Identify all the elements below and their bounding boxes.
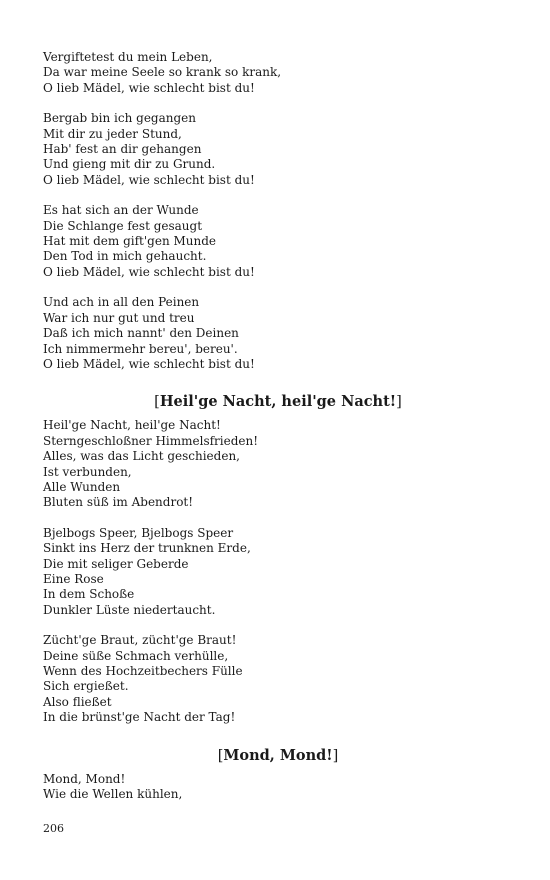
verse-line: In dem Schoße [43, 587, 135, 602]
poem-top [43, 50, 513, 372]
verse-line: Heil'ge Nacht, heil'ge Nacht! [43, 418, 221, 433]
verse-line: Hat mit dem gift'gen Munde [43, 234, 217, 249]
verse-line: Eine Rose [43, 571, 104, 586]
verse-line: O lieb Mädel, wie schlecht bist du! [43, 356, 255, 371]
stanza [43, 772, 513, 803]
verse-line: Sterngeschloßner Himmelsfrieden! [43, 433, 259, 448]
verse-line: Also fließet [43, 694, 112, 709]
title-open-bracket: [ [154, 394, 160, 411]
verse-line: Daß ich mich nannt' den Deinen [43, 326, 239, 341]
verse-line: Zücht'ge Braut, zücht'ge Braut! [43, 633, 237, 648]
verse-line: Bergab bin ich gegangen [43, 111, 197, 126]
stanza [43, 633, 513, 725]
poem-title [43, 392, 513, 412]
verse-line: Bjelbogs Speer, Bjelbogs Speer [43, 525, 234, 540]
stanza [43, 50, 513, 96]
poem-title-text: Heil'ge Nacht, heil'ge Nacht! [159, 393, 397, 411]
verse-line: In die brünst'ge Nacht der Tag! [43, 710, 236, 725]
verse-line: Deine süße Schmach verhülle, [43, 648, 229, 663]
verse-line: Die Schlange fest gesaugt [43, 218, 203, 233]
verse-line: Den Tod in mich gehaucht. [43, 249, 207, 264]
stanza [43, 111, 513, 188]
verse-line: Vergiftetest du mein Leben, [43, 50, 213, 64]
stanza [43, 526, 513, 618]
verse-line: Ist verbunden, [43, 464, 132, 479]
page-number: 206 [43, 822, 64, 835]
verse-line: O lieb Mädel, wie schlecht bist du! [43, 172, 255, 187]
verse-line: Und gieng mit dir zu Grund. [43, 157, 216, 172]
verse-line: Hab' fest an dir gehangen [43, 142, 202, 157]
title-open-bracket: [ [217, 747, 224, 764]
poem-heilge-nacht [43, 392, 513, 725]
verse-line: Sinkt ins Herz der trunknen Erde, [43, 541, 251, 556]
verse-line: Alles, was das Licht geschieden, [43, 449, 240, 464]
verse-line: O lieb Mädel, wie schlecht bist du! [43, 264, 255, 279]
verse-line: Und ach in all den Peinen [43, 295, 200, 310]
poem-title [43, 746, 513, 766]
verse-line: O lieb Mädel, wie schlecht bist du! [43, 80, 255, 95]
stanza [43, 203, 513, 280]
verse-line: Es hat sich an der Wunde [43, 203, 199, 218]
verse-line: Alle Wunden [43, 479, 121, 494]
verse-line: Dunkler Lüste niedertaucht. [43, 602, 216, 617]
poem-title-text: Mond, Mond! [223, 746, 333, 764]
page-body [43, 50, 513, 802]
verse-line: Die mit seliger Geberde [43, 556, 189, 571]
title-close-bracket: ] [396, 394, 402, 411]
verse-line: Ich nimmermehr bereu', bereu'. [43, 341, 238, 356]
verse-line: Mit dir zu jeder Stund, [43, 126, 182, 141]
verse-line: Wie die Wellen kühlen, [43, 787, 183, 802]
verse-line: Da war meine Seele so krank so krank, [43, 65, 282, 80]
stanza [43, 295, 513, 372]
stanza [43, 418, 513, 510]
verse-line: Sich ergießet. [43, 679, 129, 694]
title-close-bracket: ] [332, 747, 339, 764]
verse-line: Bluten süß im Abendrot! [43, 495, 194, 510]
poem-mond-mond [43, 746, 513, 803]
verse-line: Mond, Mond! [43, 771, 126, 786]
verse-line: Wenn des Hochzeitbechers Fülle [43, 664, 243, 678]
verse-line: War ich nur gut und treu [43, 310, 195, 325]
